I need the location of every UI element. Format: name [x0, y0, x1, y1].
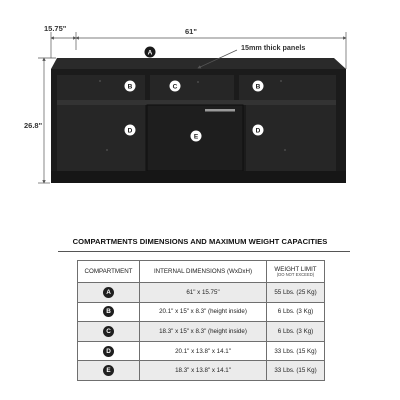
svg-text:C: C [172, 83, 178, 91]
marker-lower-right [253, 125, 264, 136]
drawer-handle [205, 109, 235, 112]
weight-cell: 33 Lbs. (15 Kg) [267, 341, 325, 361]
svg-text:D: D [127, 127, 133, 135]
dimensions-cell: 18.3" x 15" x 8.3" (height inside) [140, 322, 267, 342]
caption-divider [58, 251, 350, 252]
width-dimension-label: 61" [185, 27, 197, 36]
svg-text:B: B [255, 83, 261, 91]
header-compartment: COMPARTMENT [78, 261, 140, 283]
compartment-cell [78, 283, 140, 303]
middle-shelf [57, 100, 336, 105]
dimensions-cell: 20.1" x 13.8" x 14.1" [140, 341, 267, 361]
table-row [78, 283, 325, 303]
svg-text:B: B [127, 83, 133, 91]
svg-text:E: E [193, 133, 199, 141]
compartment-spec-table [77, 260, 325, 381]
svg-text:D: D [255, 127, 261, 135]
table-header-row [78, 261, 325, 283]
weight-cell: 33 Lbs. (15 Kg) [267, 361, 325, 381]
depth-dimension-label: 15.75" [44, 24, 67, 33]
marker-upper-left [125, 81, 136, 92]
marker-upper-right [253, 81, 264, 92]
compartment-cell [78, 341, 140, 361]
open-shelf-center [150, 75, 234, 100]
compartment-cell [78, 302, 140, 322]
panel-thickness-note: 15mm thick panels [241, 43, 306, 52]
tv-stand-body [51, 58, 346, 183]
marker-lower-left [125, 125, 136, 136]
compartment-badge: A [103, 287, 114, 298]
compartment-cell [78, 361, 140, 381]
compartment-badge: E [103, 365, 114, 376]
height-dimension-label: 26.8" [24, 121, 43, 130]
compartment-badge: D [103, 346, 114, 357]
compartment-badge: B [103, 306, 114, 317]
marker-drawer [191, 131, 202, 142]
table-row [78, 322, 325, 342]
compartment-badge: C [103, 326, 114, 337]
base-rail [51, 171, 346, 183]
dimensions-cell: 20.1" x 15" x 8.3" (height inside) [140, 302, 267, 322]
weight-cell: 6 Lbs. (3 Kg) [267, 322, 325, 342]
lower-compartment-right [246, 105, 336, 171]
dimensions-cell: 61" x 15.75" [140, 283, 267, 303]
svg-text:A: A [147, 49, 153, 57]
dimensions-cell: 18.3" x 13.8" x 14.1" [140, 361, 267, 381]
weight-cell: 55 Lbs. (25 Kg) [267, 283, 325, 303]
header-weight-label: WEIGHT LIMIT [274, 265, 317, 273]
table-caption: COMPARTMENTS DIMENSIONS AND MAXIMUM WEIGHT CAPACITIES [72, 237, 328, 246]
lower-compartment-left [57, 105, 145, 171]
header-dimensions: INTERNAL DIMENSIONS (WxDxH) [140, 261, 267, 283]
header-weight [267, 261, 325, 283]
table-row [78, 361, 325, 381]
top-panel [51, 58, 346, 69]
table-row [78, 341, 325, 361]
marker-upper-center [170, 81, 181, 92]
header-weight-note: (DO NOT EXCEED) [276, 271, 315, 277]
compartment-cell [78, 322, 140, 342]
marker-top [145, 47, 156, 58]
weight-cell: 6 Lbs. (3 Kg) [267, 302, 325, 322]
table-row [78, 302, 325, 322]
